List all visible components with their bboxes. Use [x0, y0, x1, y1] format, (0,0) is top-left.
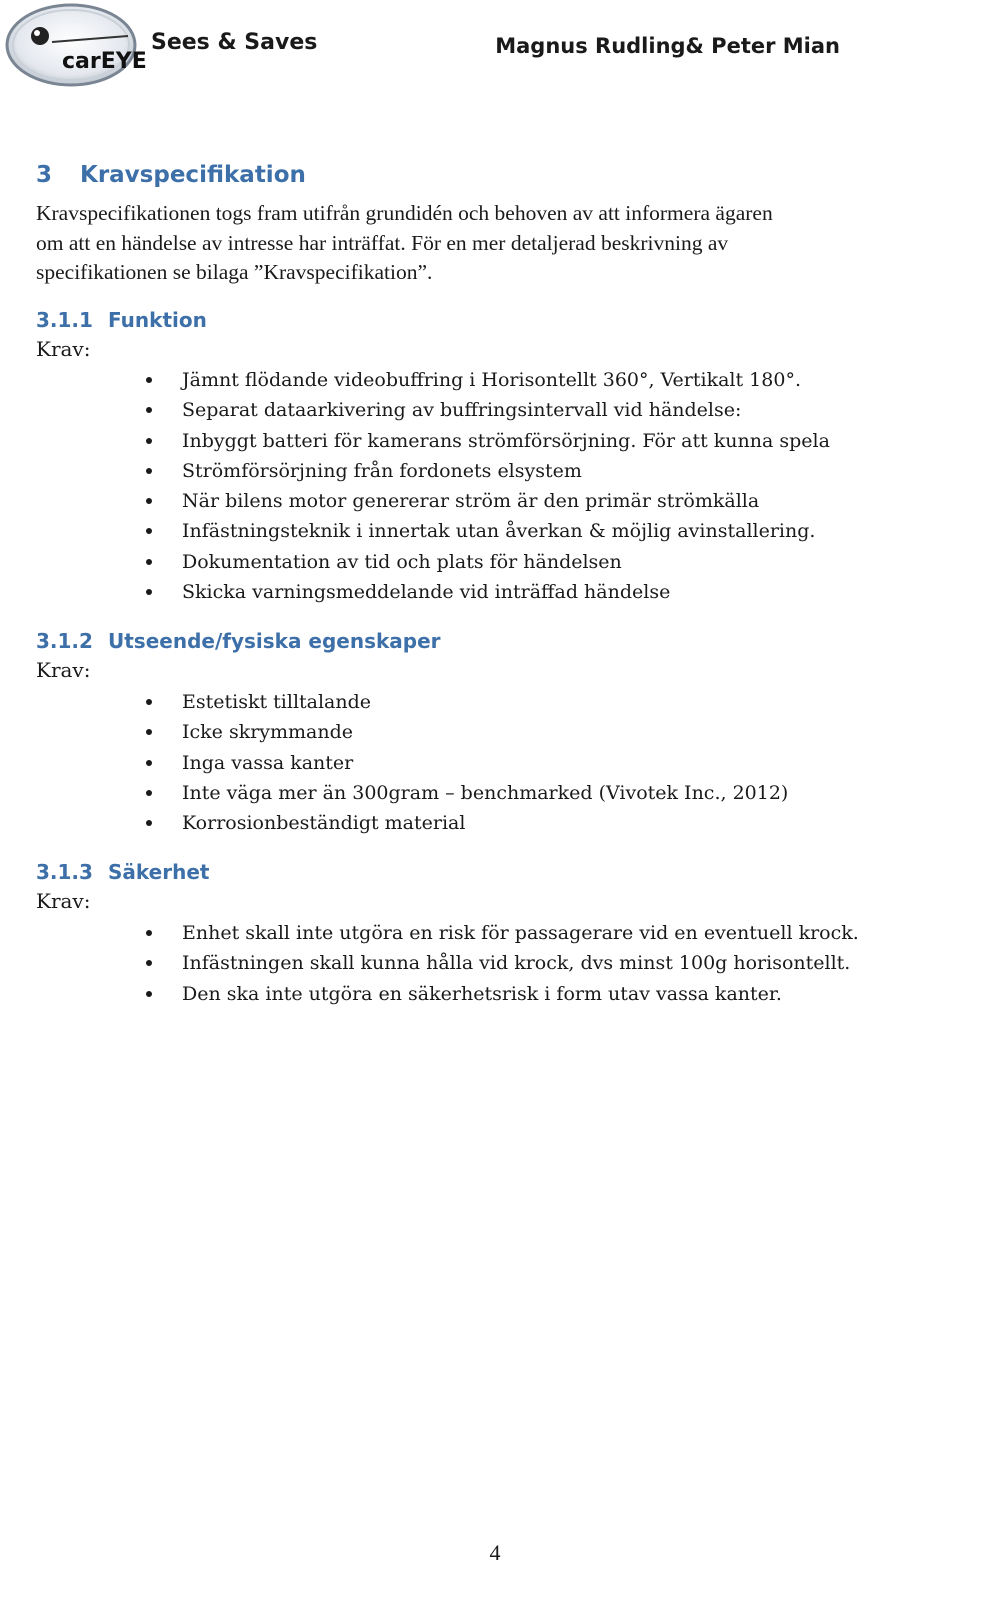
list-item: Separat dataarkivering av buffringsintervall vid händelse: [140, 395, 830, 425]
list-item: Jämnt flödande videobuffring i Horisontellt 360°, Vertikalt 180°. [140, 365, 830, 395]
krav-label: Krav: [36, 337, 91, 361]
requirement-list-funktion [140, 365, 830, 607]
subsection-title: Funktion [108, 308, 207, 332]
list-item: Den ska inte utgöra en säkerhetsrisk i form utav vassa kanter. [140, 979, 859, 1009]
page-number: 4 [489, 1540, 501, 1565]
list-item: Skicka varningsmeddelande vid inträffad händelse [140, 577, 830, 607]
list-item: Inbyggt batteri för kamerans strömförsörjning. För att kunna spela [140, 426, 830, 456]
bullet-icon [146, 699, 152, 705]
list-item: Dokumentation av tid och plats för händelsen [140, 547, 830, 577]
intro-line: om att en händelse av intresse har inträffat. För en mer detaljerad beskrivning av [36, 230, 729, 255]
subsection-title: Säkerhet [108, 860, 210, 884]
bullet-icon [146, 589, 152, 595]
bullet-icon [146, 790, 152, 796]
bullet-icon [146, 528, 152, 534]
subsection-number: 3.1.1 [36, 308, 93, 332]
subsection-heading-funktion [36, 308, 207, 332]
bullet-icon [146, 438, 152, 444]
section-heading [36, 162, 306, 188]
intro-paragraph [36, 199, 946, 288]
bullet-icon [146, 498, 152, 504]
subsection-heading-sakerhet [36, 860, 209, 884]
list-item: Korrosionbeständigt material [140, 808, 788, 838]
bullet-icon [146, 407, 152, 413]
intro-line: specifikationen se bilaga ”Kravspecifikation”. [36, 260, 433, 284]
bullet-icon [146, 468, 152, 474]
list-item: Icke skrymmande [140, 717, 788, 747]
subsection-number: 3.1.3 [36, 860, 93, 884]
bullet-icon [146, 729, 152, 735]
list-item: Estetiskt tilltalande [140, 687, 788, 717]
bullet-icon [146, 820, 152, 826]
subsection-number: 3.1.2 [36, 629, 93, 653]
list-item: Inga vassa kanter [140, 748, 788, 778]
bullet-icon [146, 559, 152, 565]
careye-logo [4, 2, 147, 88]
list-item: Enhet skall inte utgöra en risk för passagerare vid en eventuell krock. [140, 918, 859, 948]
list-item: Strömförsörjning från fordonets elsystem [140, 456, 830, 486]
list-item: Inte väga mer än 300gram – benchmarked (Vivotek Inc., 2012) [140, 778, 788, 808]
subsection-title: Utseende/fysiska egenskaper [108, 629, 441, 653]
intro-line: Kravspecifikationen togs fram utifrån grundidén och behoven av att informera ägaren [36, 201, 773, 225]
subsection-heading-utseende [36, 629, 441, 653]
list-item: Infästningen skall kunna hålla vid krock, dvs minst 100g horisontellt. [140, 948, 859, 978]
list-item: Infästningsteknik i innertak utan åverkan & möjlig avinstallering. [140, 516, 830, 546]
section-title: Kravspecifikation [80, 162, 306, 188]
header-authors: Magnus Rudling& Peter Mian [495, 34, 840, 58]
krav-label: Krav: [36, 658, 91, 682]
list-item: När bilens motor genererar ström är den primär strömkälla [140, 486, 830, 516]
requirement-list-utseende [140, 687, 788, 838]
bullet-icon [146, 991, 152, 997]
bullet-icon [146, 760, 152, 766]
bullet-icon [146, 377, 152, 383]
section-number: 3 [36, 162, 53, 188]
krav-label: Krav: [36, 889, 91, 913]
requirement-list-sakerhet [140, 918, 859, 1009]
header-title: Sees & Saves [151, 30, 318, 55]
bullet-icon [146, 960, 152, 966]
bullet-icon [146, 930, 152, 936]
logo-wordmark: carEYE [62, 49, 147, 74]
